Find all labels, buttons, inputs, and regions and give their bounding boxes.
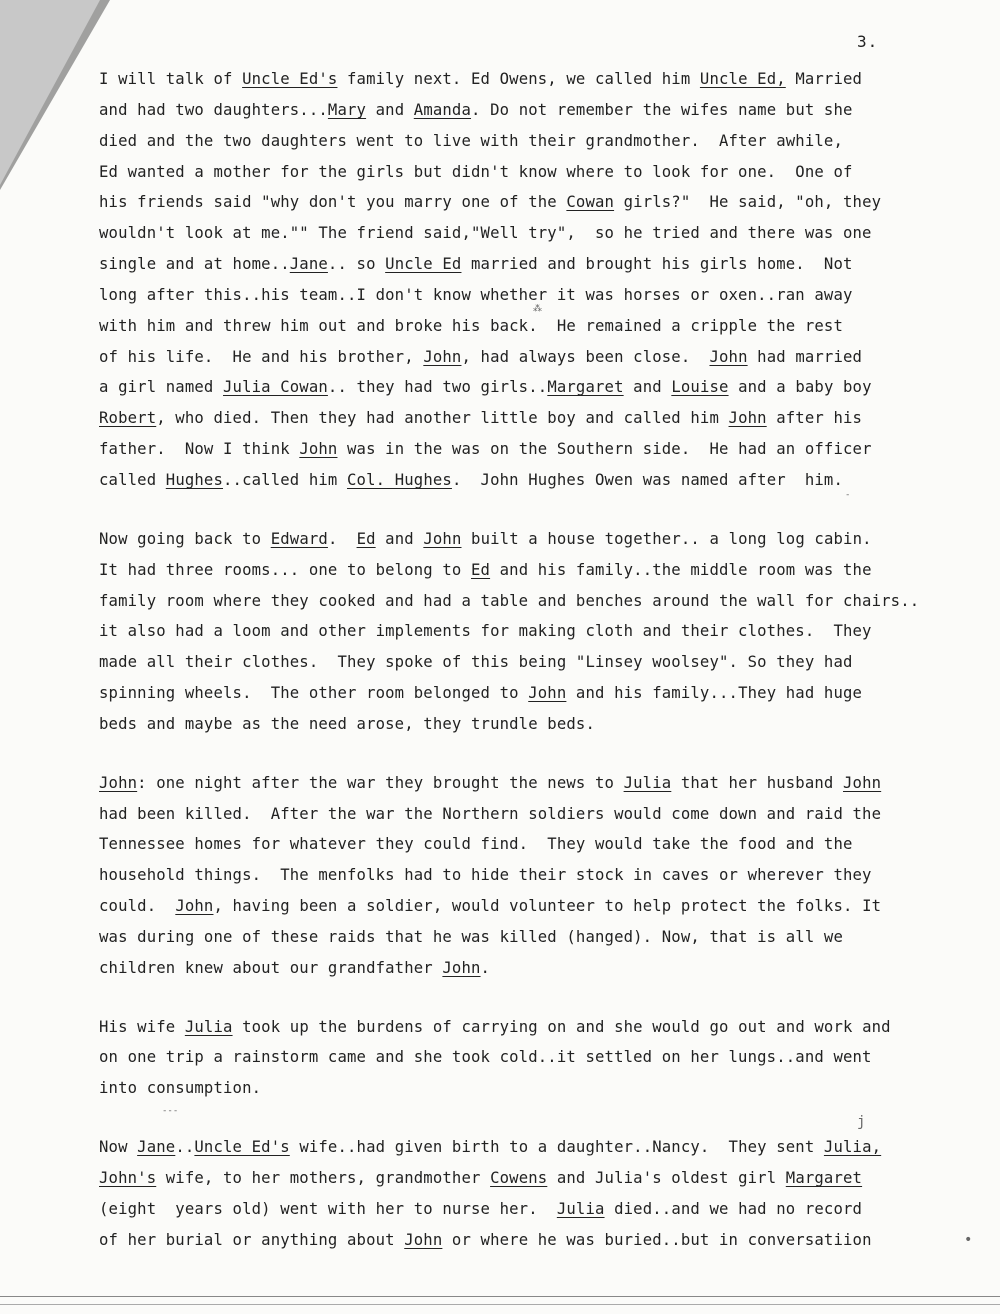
text-run: spinning wheels. The other room belonged to: [99, 684, 529, 703]
text-line: [99, 187, 979, 218]
underlined-name: Hughes: [165, 470, 224, 489]
underlined-name: Ed: [471, 560, 491, 579]
pencil-mark: ⁂: [533, 304, 542, 314]
text-line: [99, 403, 979, 434]
text-run: married and brought his girls home. Not: [461, 255, 853, 274]
text-line: [99, 922, 979, 953]
text-run: household things. The menfolks had to hide their stock in caves or wherever they: [99, 866, 872, 885]
text-line: [99, 829, 979, 860]
underlined-name: John: [404, 1230, 443, 1249]
underlined-name: Julia: [556, 1199, 605, 1218]
stray-mark: ---: [162, 1106, 179, 1116]
text-run: that her husband: [671, 773, 844, 792]
text-run: girls?" He said, "oh, they: [614, 193, 882, 212]
text-run: and his family..the middle room was the: [490, 560, 872, 579]
text-line: [99, 799, 979, 830]
text-run: ..: [175, 1138, 195, 1157]
text-run: father. Now I think: [99, 440, 300, 459]
underlined-name: Cowens: [490, 1169, 548, 1187]
text-run: .. they had two girls..: [327, 378, 548, 397]
typed-letter-body: [99, 64, 979, 1256]
cut-off-bottom-line: [0, 1284, 1000, 1314]
text-run: (eight years old) went with her to nurse her.: [99, 1199, 557, 1218]
text-run: wife, to her mothers, grandmother: [156, 1169, 491, 1187]
text-line: [99, 768, 979, 799]
text-run: with him and threw him out and broke his back. He remained a cripple the rest: [99, 316, 843, 335]
underlined-name: Margaret: [785, 1169, 863, 1187]
stray-mark: •: [964, 1232, 973, 1248]
text-run: called: [99, 470, 166, 489]
text-line: [99, 524, 979, 555]
folded-corner-shade: [0, 0, 100, 185]
underlined-name: Jane: [289, 255, 328, 274]
text-run: and: [375, 529, 424, 548]
text-run: into consumption.: [99, 1079, 262, 1098]
text-run: ..called him: [223, 470, 348, 489]
text-line: [99, 311, 979, 342]
text-line: [99, 1042, 979, 1073]
paragraph-gap: [99, 984, 979, 1012]
text-run: or where he was buried..but in conversatiion: [442, 1230, 872, 1249]
text-run: Ed wanted a mother for the girls but didn't know where to look for one. One of: [99, 162, 853, 181]
page-edge-line: [0, 1296, 1000, 1297]
underlined-name: Julia Cowan: [223, 378, 328, 397]
text-run: . Do not remember the wifes name but she: [471, 100, 853, 119]
text-line: [99, 1194, 979, 1225]
paragraph-gap: [99, 740, 979, 768]
paragraph: [99, 768, 979, 984]
text-run: it also had a loom and other implements for making cloth and their clothes. They: [99, 622, 872, 641]
underlined-name: John's: [99, 1169, 157, 1187]
underlined-name: Cowan: [566, 193, 615, 212]
paragraph-gap: [99, 496, 979, 524]
text-line: [99, 372, 979, 403]
underlined-name: Uncle Ed's: [194, 1138, 290, 1157]
text-line: [99, 678, 979, 709]
text-run: .: [480, 958, 491, 977]
text-run: Tennessee homes for whatever they could find. They would take the food and the: [99, 835, 853, 854]
paragraph: [99, 524, 979, 740]
text-run: and his family...They had huge: [566, 684, 863, 703]
text-line: [99, 126, 979, 157]
text-line: [99, 555, 979, 586]
text-run: . John Hughes Owen was named after him.: [451, 470, 844, 489]
text-run: family next. Ed Owens, we called him: [337, 70, 700, 88]
underlined-name: Louise: [671, 378, 729, 397]
text-line: [99, 647, 979, 678]
underlined-name: Margaret: [547, 378, 624, 397]
text-run: built a house together.. a long log cabin.: [461, 529, 872, 548]
underlined-name: John: [528, 684, 567, 703]
text-line: [99, 586, 979, 617]
text-run: .: [327, 529, 357, 548]
text-run: single and at home..: [99, 255, 290, 274]
underlined-name: John: [423, 347, 462, 366]
page-number: 3.: [857, 32, 879, 51]
underlined-name: Uncle Ed,: [699, 70, 786, 88]
text-run: wouldn't look at me."" The friend said,"Well try", so he tried and there was one: [99, 224, 872, 243]
text-run: made all their clothes. They spoke of this being "Linsey woolsey". So they had: [99, 653, 853, 672]
text-line: [99, 249, 979, 280]
underlined-name: Jane: [137, 1138, 176, 1157]
text-run: had been killed. After the war the Northern soldiers would come down and raid the: [99, 804, 882, 823]
text-run: and a baby boy: [728, 378, 872, 397]
underlined-name: Uncle Ed's: [242, 70, 338, 88]
text-run: His wife: [99, 1017, 185, 1036]
text-line: [99, 64, 979, 95]
text-run: and had two daughters...: [99, 100, 328, 119]
text-line: [99, 953, 979, 984]
underlined-name: Julia,: [823, 1138, 882, 1157]
text-run: died..and we had no record: [604, 1199, 863, 1218]
underlined-name: Uncle Ed: [385, 255, 462, 274]
text-line: [99, 1132, 979, 1163]
paragraph-gap: [99, 1104, 979, 1132]
text-run: Now going back to: [99, 529, 271, 548]
text-line: [99, 1163, 979, 1194]
underlined-name: Mary: [327, 100, 367, 119]
underlined-name: Julia: [184, 1017, 233, 1036]
text-run: Now: [99, 1138, 138, 1157]
text-run: after his: [766, 409, 863, 428]
underlined-name: John: [442, 958, 481, 977]
text-line: [99, 1073, 979, 1104]
text-run: .. so: [327, 255, 386, 274]
text-run: I will talk of: [99, 70, 243, 88]
text-run: died and the two daughters went to live with their grandmother. After awhile,: [99, 131, 843, 150]
underlined-name: John: [299, 440, 338, 459]
text-run: : one night after the war they brought the news to: [137, 773, 624, 792]
underlined-name: John: [99, 773, 138, 792]
text-line: [99, 218, 979, 249]
text-line: [99, 95, 979, 126]
text-run: , had always been close.: [461, 347, 710, 366]
text-run: family room where they cooked and had a table and benches around the wall for chairs..: [99, 591, 920, 610]
text-line: [99, 616, 979, 647]
underlined-name: John: [728, 409, 767, 428]
text-run: a girl named: [99, 378, 223, 397]
underlined-name: John: [709, 347, 748, 366]
text-run: long after this..his team..I don't know whether it was horses or oxen..ran away: [99, 285, 853, 304]
text-run: Married: [785, 70, 863, 88]
text-run: wife..had given birth to a daughter..Nancy. They sent: [289, 1138, 824, 1157]
stray-mark: -: [845, 490, 851, 500]
stray-mark: j: [857, 1114, 866, 1130]
text-run: was during one of these raids that he was killed (hanged). Now, that is all we: [99, 927, 843, 946]
text-line: [99, 434, 979, 465]
text-run: children knew about our grandfather: [99, 958, 443, 977]
text-run: beds and maybe as the need arose, they trundle beds.: [99, 714, 595, 733]
text-run: and: [366, 100, 414, 119]
text-run: , who died. Then they had another little boy and called him: [156, 409, 729, 428]
underlined-name: John: [423, 529, 462, 548]
underlined-name: Julia: [623, 773, 672, 792]
text-run: It had three rooms... one to belong to: [99, 560, 471, 579]
text-run: and: [623, 378, 672, 397]
text-line: [99, 860, 979, 891]
paragraph: [99, 1132, 979, 1255]
underlined-name: Col. Hughes: [347, 470, 452, 489]
text-run: of his life. He and his brother,: [99, 347, 424, 366]
text-run: was in the was on the Southern side. He had an officer: [337, 440, 872, 459]
underlined-name: John: [843, 773, 882, 792]
underlined-name: John: [175, 897, 214, 916]
text-run: , having been a soldier, would volunteer to help protect the folks. It: [213, 897, 882, 916]
underlined-name: Robert: [99, 409, 157, 428]
text-run: took up the burdens of carrying on and she would go out and work and: [232, 1017, 891, 1036]
text-line: [99, 1012, 979, 1043]
page-edge-line: [0, 1304, 1000, 1305]
text-line: [99, 891, 979, 922]
paragraph: [99, 1012, 979, 1105]
underlined-name: Ed: [356, 529, 376, 548]
paragraph: [99, 64, 979, 496]
underlined-name: Edward: [270, 529, 328, 548]
text-line: [99, 157, 979, 188]
text-run: his friends said "why don't you marry one of the: [99, 193, 567, 212]
text-line: [99, 709, 979, 740]
text-run: of her burial or anything about: [99, 1230, 405, 1249]
text-run: had married: [747, 347, 863, 366]
text-line: [99, 342, 979, 373]
text-line: [99, 1225, 979, 1256]
text-run: on one trip a rainstorm came and she took cold..it settled on her lungs..and went: [99, 1048, 872, 1067]
underlined-name: Amanda: [413, 100, 472, 119]
text-run: and Julia's oldest girl: [547, 1169, 786, 1187]
text-run: could.: [99, 897, 176, 916]
